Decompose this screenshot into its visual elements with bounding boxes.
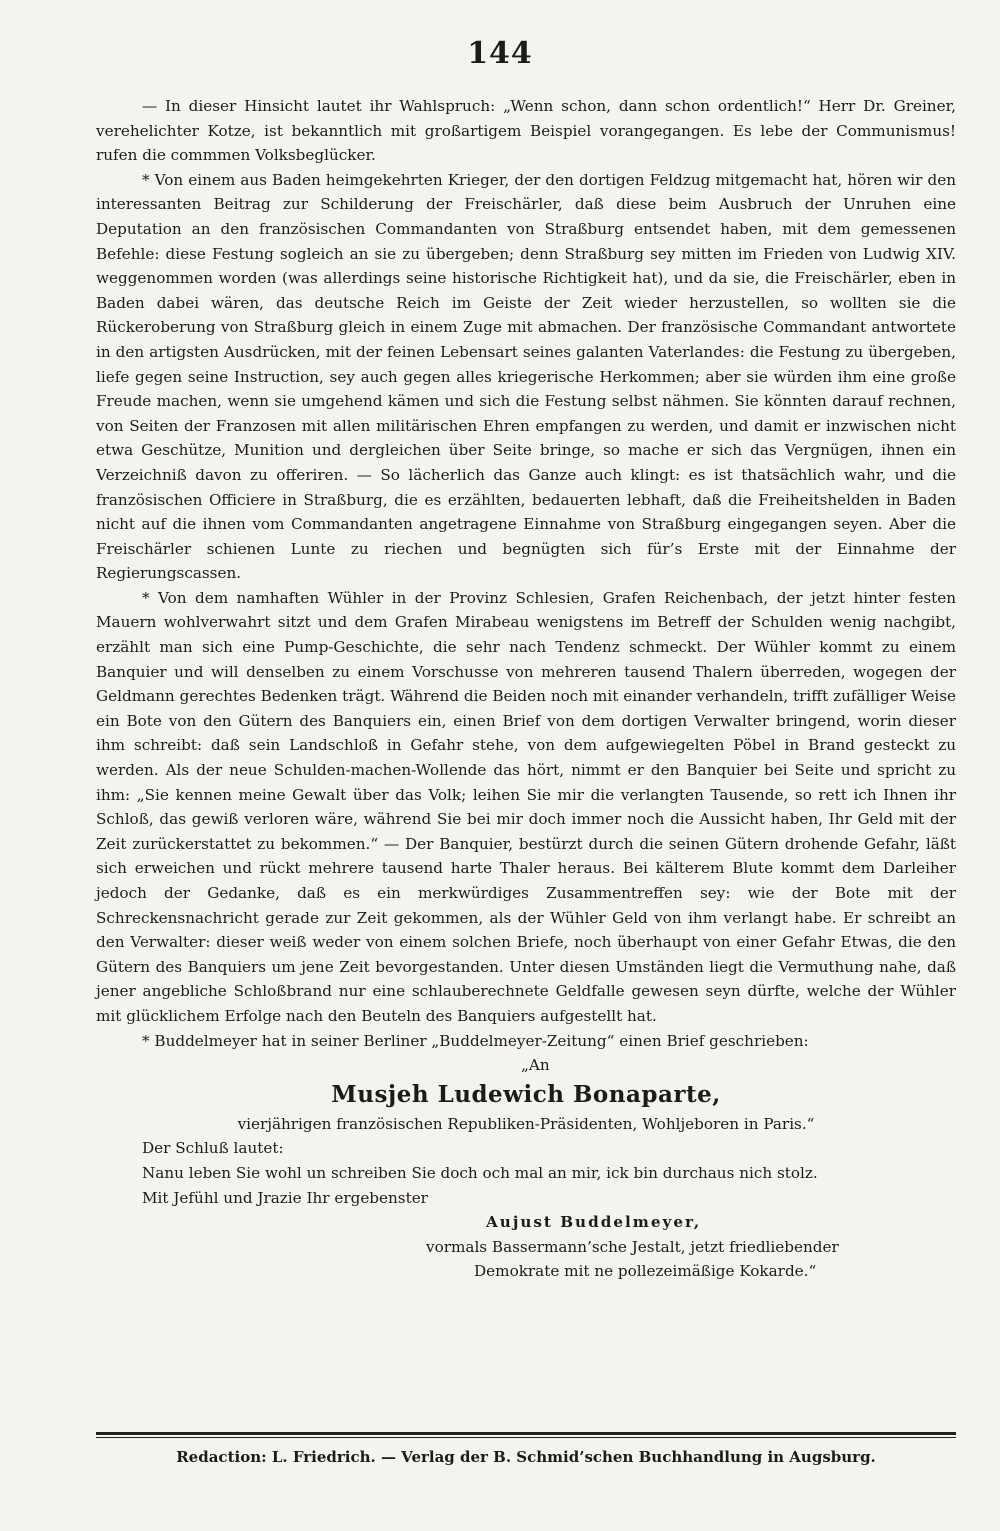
footer-rule-thick (96, 1432, 956, 1435)
footer-rule-thin (96, 1437, 956, 1438)
signature-name: Aujust Buddelmeyer, (486, 1213, 702, 1232)
imprint-footer: Redaction: L. Friedrich. — Verlag der B. Schmid’schen Buchhandlung in Augsburg. (176, 1448, 876, 1466)
article-body (96, 94, 956, 1284)
letter-addressee-subtitle: vierjährigen französischen Republiken-Präsidenten, Wohljeboren in Paris.“ (237, 1114, 815, 1133)
signature-line-2: vormals Bassermann’sche Jestalt, jetzt friedliebender (426, 1237, 839, 1256)
signature-line-3: Demokrate mit ne pollezeimäßige Kokarde.“ (474, 1262, 817, 1281)
page-number: 144 (467, 36, 533, 71)
paragraph-reichenbach: * Von dem namhaften Wühler in der Provinz Schlesien, Grafen Reichenbach, der jetzt hinter festen Mauern wohlverwahrt sitzt und dem Grafen Mirabeau wenigstens im Betreff der Schulden wenig nachgibt, erzählt man sich eine Pump-Geschichte, die sehr nach Tendenz schmeckt. Der Wühler kommt zu einem Banquier und will denselben zu einem Vorschusse von mehreren tausend Thalern überreden, wogegen der Geldmann gerechtes Bedenken trägt. Während die Beiden noch mit einander verhandeln, trifft zufälliger Weise ein Bote von den Gütern des Banquiers ein, einen Brief von dem dortigen Verwalter bringend, worin dieser ihm schreibt: daß sein Landschloß in Gefahr stehe, von dem aufgewiegelten Pöbel in Brand gesteckt zu werden. Als der neue Schulden-machen-Wollende das hört, nimmt er den Banquier bei Seite und spricht zu ihm: „Sie kennen meine Gewalt über das Volk; leihen Sie mir die verlangten Tausende, so rett ich Ihnen ihr Schloß, das gewiß verloren wäre, während Sie bei mir doch immer noch die Aussicht haben, Ihr Geld mit der Zeit zurückerstattet zu bekommen.“ — Der Banquier, bestürzt durch die seinen Gütern drohende Gefahr, läßt sich erweichen und rückt mehrere tausend harte Thaler heraus. Bei kälterem Blute kommt dem Darleiher jedoch der Gedanke, daß es ein merkwürdiges Zusammentreffen sey: wie der Bote mit der Schreckensnachricht gerade zur Zeit gekommen, als der Wühler Geld von ihm verlangt habe. Er schreibt an den Verwalter: dieser weiß weder von einem solchen Briefe, noch überhaupt von einer Gefahr Etwas, die den Gütern des Banquiers um jene Zeit bevorgestanden. Unter diesen Umständen liegt die Vermuthung nahe, daß jener angebliche Schloßbrand nur eine schlauberechnete Geldfalle gewesen seyn dürfte, welche der Wühler mit glücklichem Erfolge nach den Beuteln des Banquiers aufgestellt hat. (96, 588, 956, 1025)
paragraph-buddelmeyer: * Buddelmeyer hat in seiner Berliner „Buddelmeyer-Zeitung“ einen Brief geschrieben: (142, 1031, 809, 1050)
letter-closing: Mit Jefühl und Jrazie Ihr ergebenster (142, 1188, 428, 1207)
paragraph-strassburg: * Von einem aus Baden heimgekehrten Krieger, der den dortigen Feldzug mitgemacht hat, hören wir den interessanten Beitrag zur Schilderung der Freischärler, daß diese beim Ausbruch der Unruhen eine Deputation an den französischen Commandanten von Straßburg entsendet haben, mit dem gemessenen Befehle: diese Festung sogleich an sie zu übergeben; denn Straßburg sey mitten im Frieden von Ludwig XIV. weggenommen worden (was allerdings seine historische Richtigkeit hat), und da sie, die Freischärler, eben in Baden dabei wären, das deutsche Reich im Geiste der Zeit wieder herzustellen, so wollten sie die Rückeroberung von Straßburg gleich in einem Zuge mit abmachen. Der französische Commandant antwortete in den artigsten Ausdrücken, mit der feinen Lebensart seines galanten Vaterlandes: die Festung zu übergeben, liefe gegen seine Instruction, sey auch gegen alles kriegerische Herkommen; aber sie würden ihm eine große Freude machen, wenn sie umgehend kämen und sich die Festung selbst nähmen. Sie könnten darauf rechnen, von Seiten der Franzosen mit allen militärischen Ehren empfangen zu werden, und damit er inzwischen nicht etwa Geschütze, Munition und dergleichen über Seite bringe, so mache er sich das Vergnügen, ihnen ein Verzeichniß davon zu offeriren. — So lächerlich das Ganze auch klingt: es ist thatsächlich wahr, und die französischen Officiere in Straßburg, die es erzählten, bedauerten lebhaft, daß die Freiheitshelden in Baden nicht auf die ihnen vom Commandanten angetragene Einnahme von Straßburg eingegangen seyen. Aber die Freischärler schienen Lunte zu riechen und begnügten sich für’s Erste mit der Einnahme der Regierungscassen. (96, 170, 956, 583)
paragraph-wahlspruch: — In dieser Hinsicht lautet ihr Wahlspruch: „Wenn schon, dann schon ordentlich!“ Herr Dr. Greiner, verehelichter Kotze, ist bekanntlich mit großartigem Beispiel vorangegangen. Es lebe der Communismus! rufen die commmen Volksbeglücker. (96, 97, 956, 165)
letter-intro: Der Schluß lautet: (142, 1139, 284, 1158)
letter-body: Nanu leben Sie wohl un schreiben Sie doch och mal an mir, ick bin durchaus nich stolz. (142, 1163, 818, 1182)
letter-addressee: Musjeh Ludewich Bonaparte, (331, 1080, 721, 1108)
letter-signature (96, 1210, 956, 1284)
letter-salutation: „An (521, 1056, 550, 1075)
